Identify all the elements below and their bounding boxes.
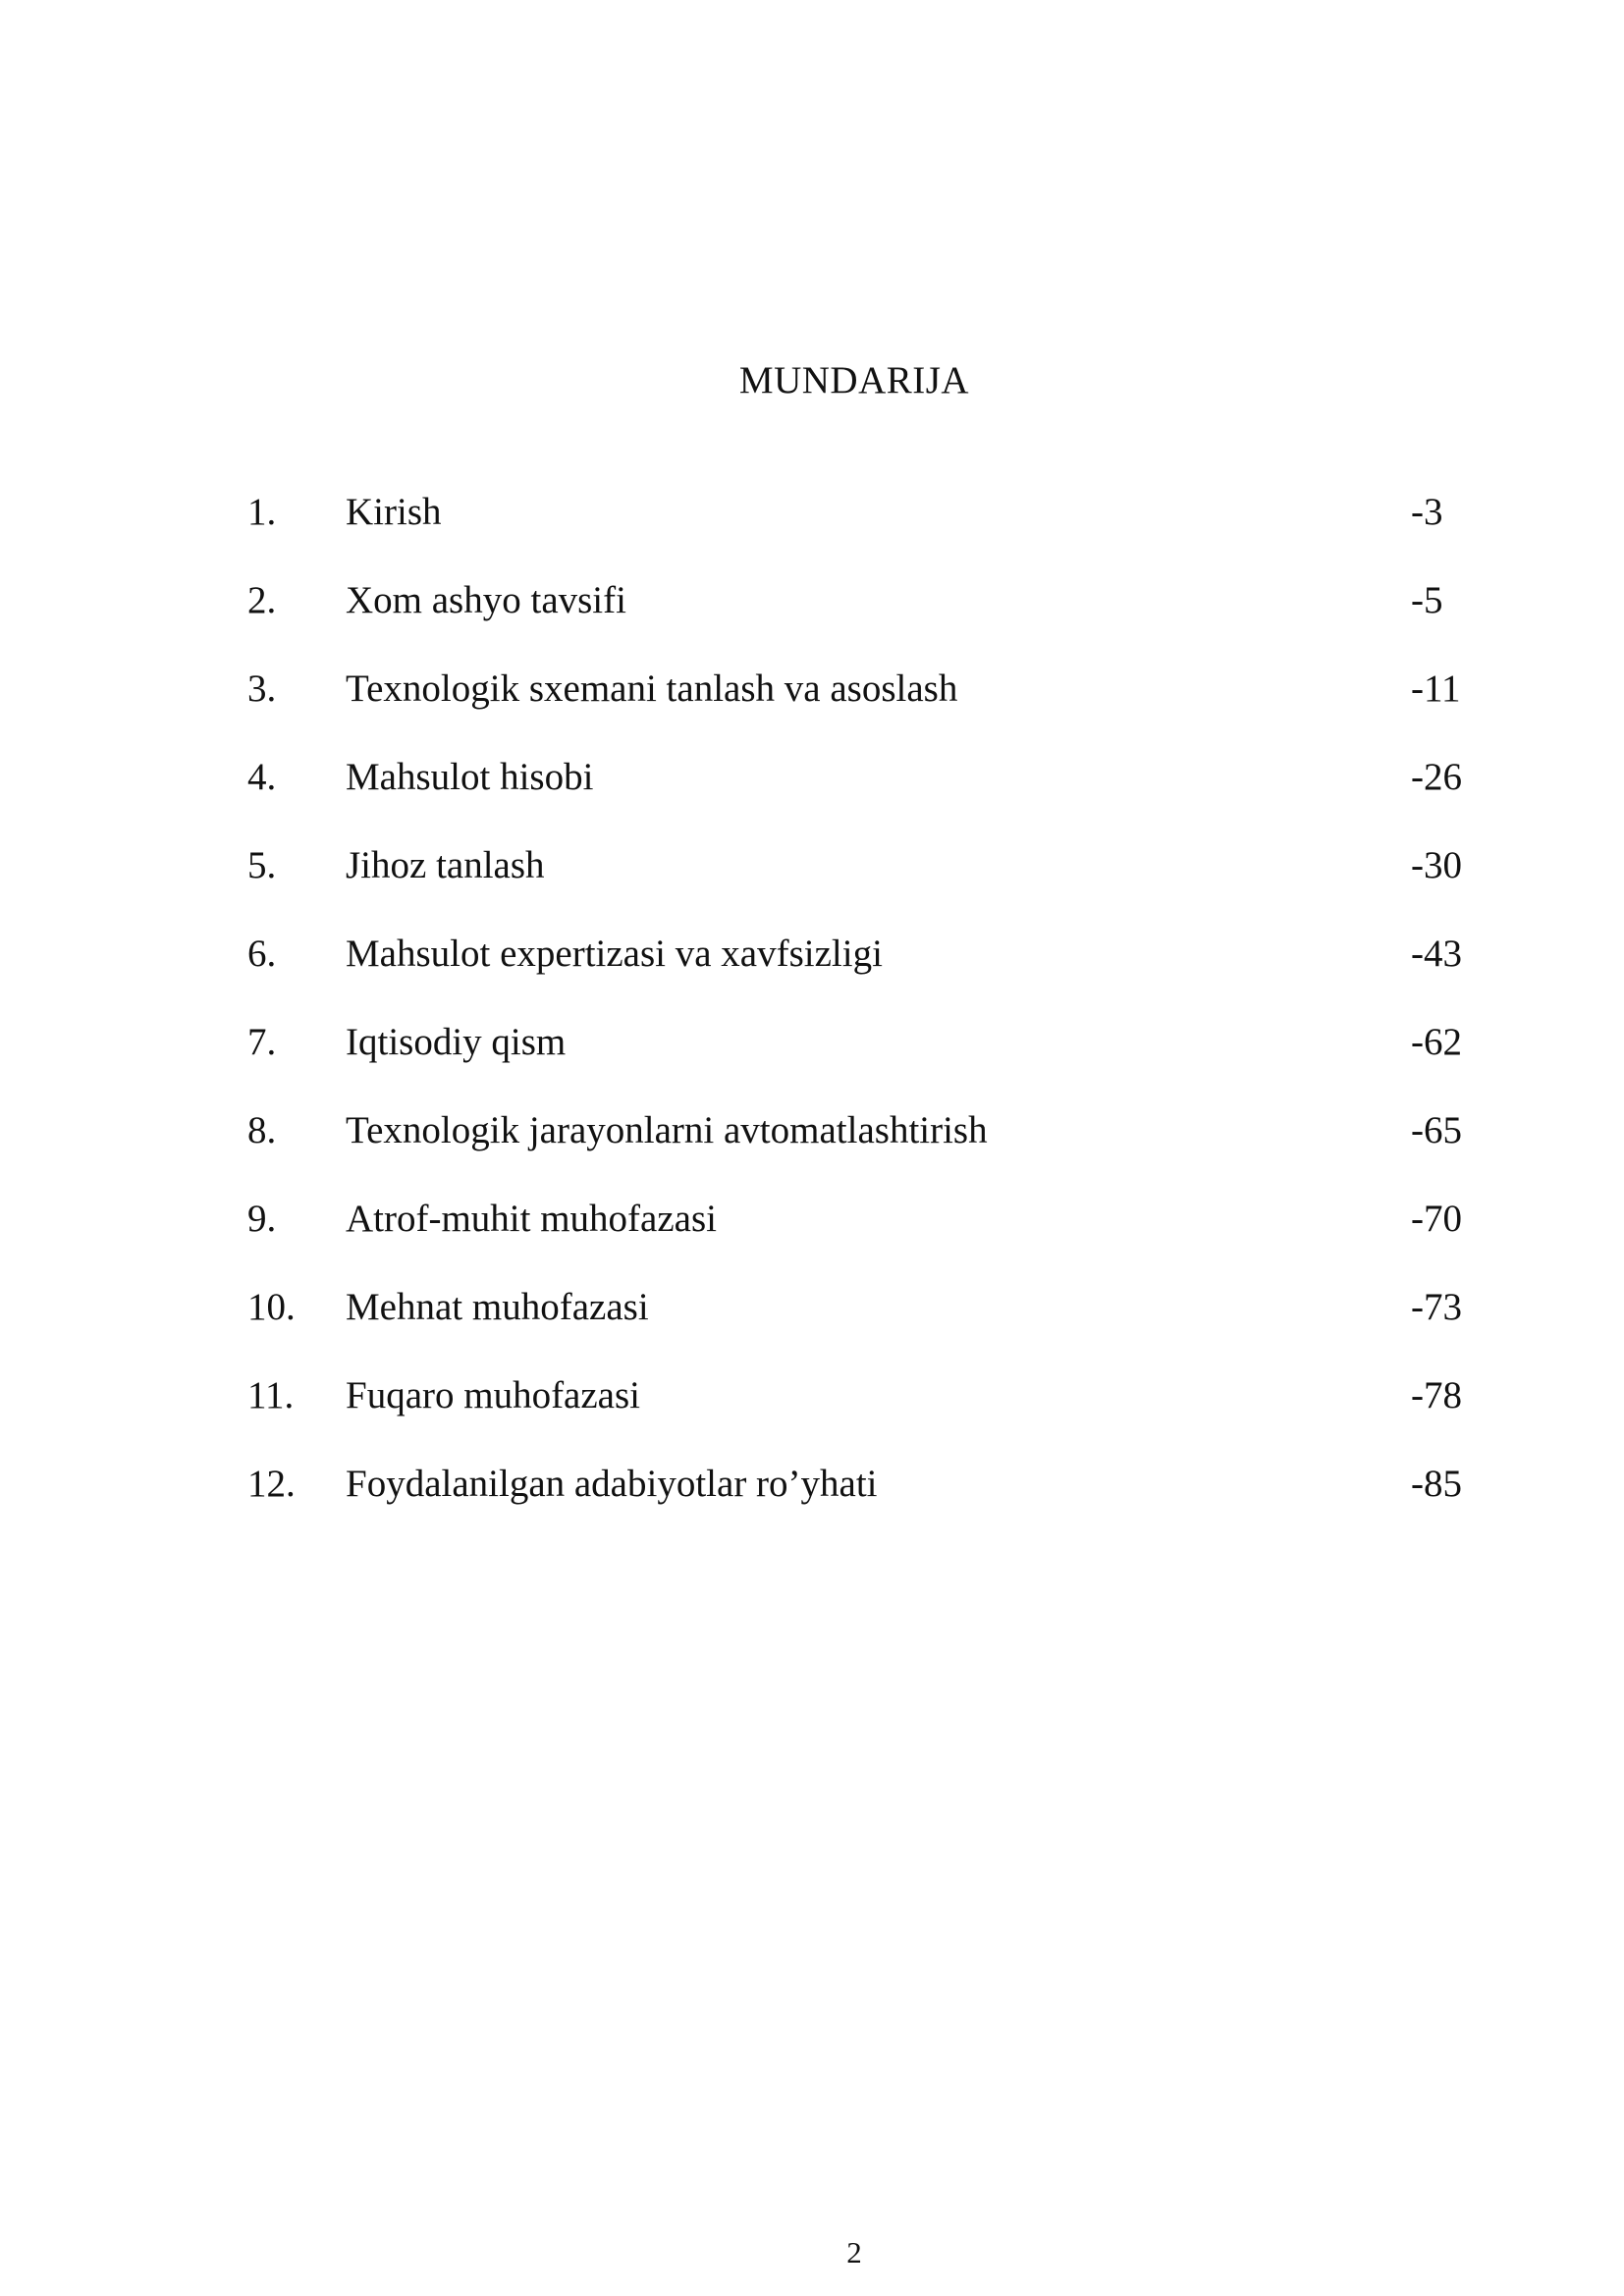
toc-item-title: Atrof-muhit muhofazasi [346, 1198, 717, 1240]
toc-item-title: Iqtisodiy qism [346, 1021, 567, 1063]
toc-item-page: -65 [1411, 1109, 1462, 1151]
toc-item-page: -43 [1411, 933, 1462, 975]
toc-item-number: 7. [247, 1021, 277, 1063]
toc-item-number: 8. [247, 1109, 277, 1151]
toc-item-number: 4. [247, 756, 277, 798]
toc-item-number: 11. [247, 1374, 295, 1416]
toc-item-title: Xom ashyo tavsifi [346, 579, 626, 621]
toc-item-page: -11 [1411, 667, 1461, 710]
toc-item-title: Jihoz tanlash [346, 844, 545, 886]
page-number: 2 [846, 2235, 862, 2269]
toc-item-title: Kirish [346, 491, 442, 533]
toc-item-page: -73 [1411, 1286, 1462, 1328]
toc-item-number: 6. [247, 933, 277, 975]
toc-item-number: 9. [247, 1198, 277, 1240]
toc-item-page: -3 [1411, 491, 1443, 533]
toc-item-title: Mehnat muhofazasi [346, 1286, 649, 1328]
toc-item-6 [0, 927, 1624, 982]
toc-item-10 [0, 1280, 1624, 1335]
toc-item-number: 3. [247, 667, 277, 710]
toc-item-5 [0, 838, 1624, 893]
toc-item-number: 2. [247, 579, 277, 621]
toc-item-title: Texnologik jarayonlarni avtomatlashtirish [346, 1109, 988, 1151]
toc-item-4 [0, 750, 1624, 805]
toc-item-1 [0, 485, 1624, 540]
toc-item-title: Mahsulot expertizasi va xavfsizligi [346, 933, 883, 975]
toc-item-9 [0, 1192, 1624, 1247]
toc-item-3 [0, 662, 1624, 717]
toc-item-7 [0, 1015, 1624, 1070]
toc-item-title: Mahsulot hisobi [346, 756, 594, 798]
toc-item-page: -70 [1411, 1198, 1462, 1240]
page-title: MUNDARIJA [738, 359, 970, 401]
toc-item-page: -5 [1411, 579, 1443, 621]
toc-item-page: -30 [1411, 844, 1462, 886]
toc-item-12 [0, 1457, 1624, 1512]
toc-item-page: -62 [1411, 1021, 1462, 1063]
toc-item-title: Texnologik sxemani tanlash va asoslash [346, 667, 958, 710]
toc-item-number: 1. [247, 491, 277, 533]
toc-item-number: 12. [247, 1463, 296, 1505]
toc-item-11 [0, 1368, 1624, 1423]
toc-item-title: Fuqaro muhofazasi [346, 1374, 641, 1416]
toc-item-page: -78 [1411, 1374, 1462, 1416]
toc-item-page: -85 [1411, 1463, 1462, 1505]
toc-item-2 [0, 573, 1624, 628]
toc-item-number: 5. [247, 844, 277, 886]
toc-item-page: -26 [1411, 756, 1462, 798]
toc-item-8 [0, 1103, 1624, 1158]
toc-item-title: Foydalanilgan adabiyotlar ro’yhati [346, 1463, 878, 1505]
toc-item-number: 10. [247, 1286, 296, 1328]
